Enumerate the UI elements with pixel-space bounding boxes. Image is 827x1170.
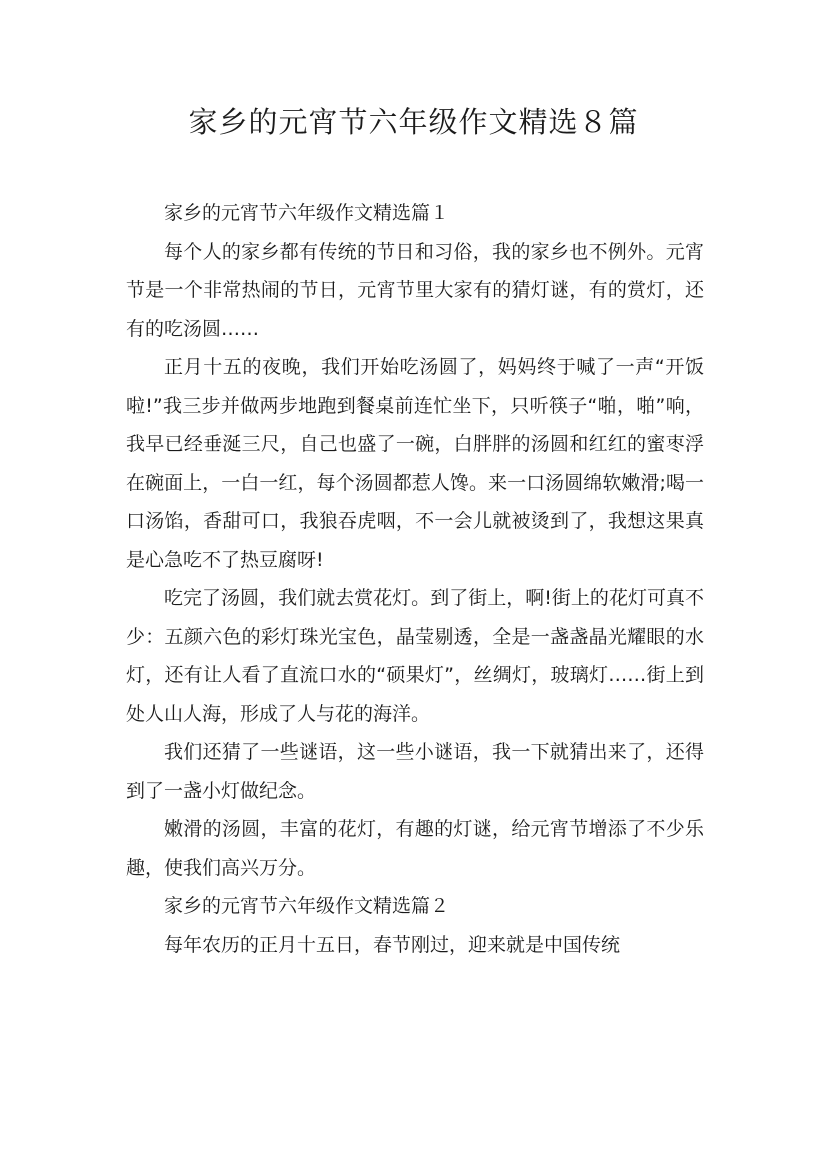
paragraph: 每个人的家乡都有传统的节日和习俗，我的家乡也不例外。元宵节是一个非常热闹的节日，元宵节里大家有的猜灯谜，有的赏灯，还有的吃汤圆…… (126, 240, 704, 340)
section-heading-1: 家乡的元宵节六年级作文精选篇１ (164, 202, 450, 224)
document-title: 家乡的元宵节六年级作文精选８篇 (188, 105, 639, 139)
document-body (126, 194, 704, 964)
paragraph: 每年农历的正月十五日，春节刚过，迎来就是中国传统 (164, 933, 621, 956)
section-heading-2: 家乡的元宵节六年级作文精选篇２ (164, 895, 450, 917)
paragraph: 吃完了汤圆，我们就去赏花灯。到了街上，啊!街上的花灯可真不少：五颜六色的彩灯珠光宝色，晶莹剔透，全是一盏盏晶光耀眼的水灯，还有让人看了直流口水的“硕果灯”，丝绸灯，玻璃灯……街上到处人山人海，形成了人与花的海洋。 (126, 587, 704, 725)
paragraph: 嫩滑的汤圆，丰富的花灯，有趣的灯谜，给元宵节增添了不少乐趣，使我们高兴万分。 (126, 818, 704, 879)
paragraph: 正月十五的夜晚，我们开始吃汤圆了，妈妈终于喊了一声“开饭啦!”我三步并做两步地跑到餐桌前连忙坐下，只听筷子“啪，啪”响，我早已经垂涎三尺，自己也盛了一碗，白胖胖的汤圆和红红的蜜枣浮在碗面上，一白一红，每个汤圆都惹人馋。来一口汤圆绵软嫩滑;喝一口汤馅，香甜可口，我狼吞虎咽，不一会儿就被烫到了，我想这果真是心急吃不了热豆腐呀! (126, 356, 704, 571)
paragraph: 我们还猜了一些谜语，这一些小谜语，我一下就猜出来了，还得到了一盏小灯做纪念。 (126, 741, 704, 802)
